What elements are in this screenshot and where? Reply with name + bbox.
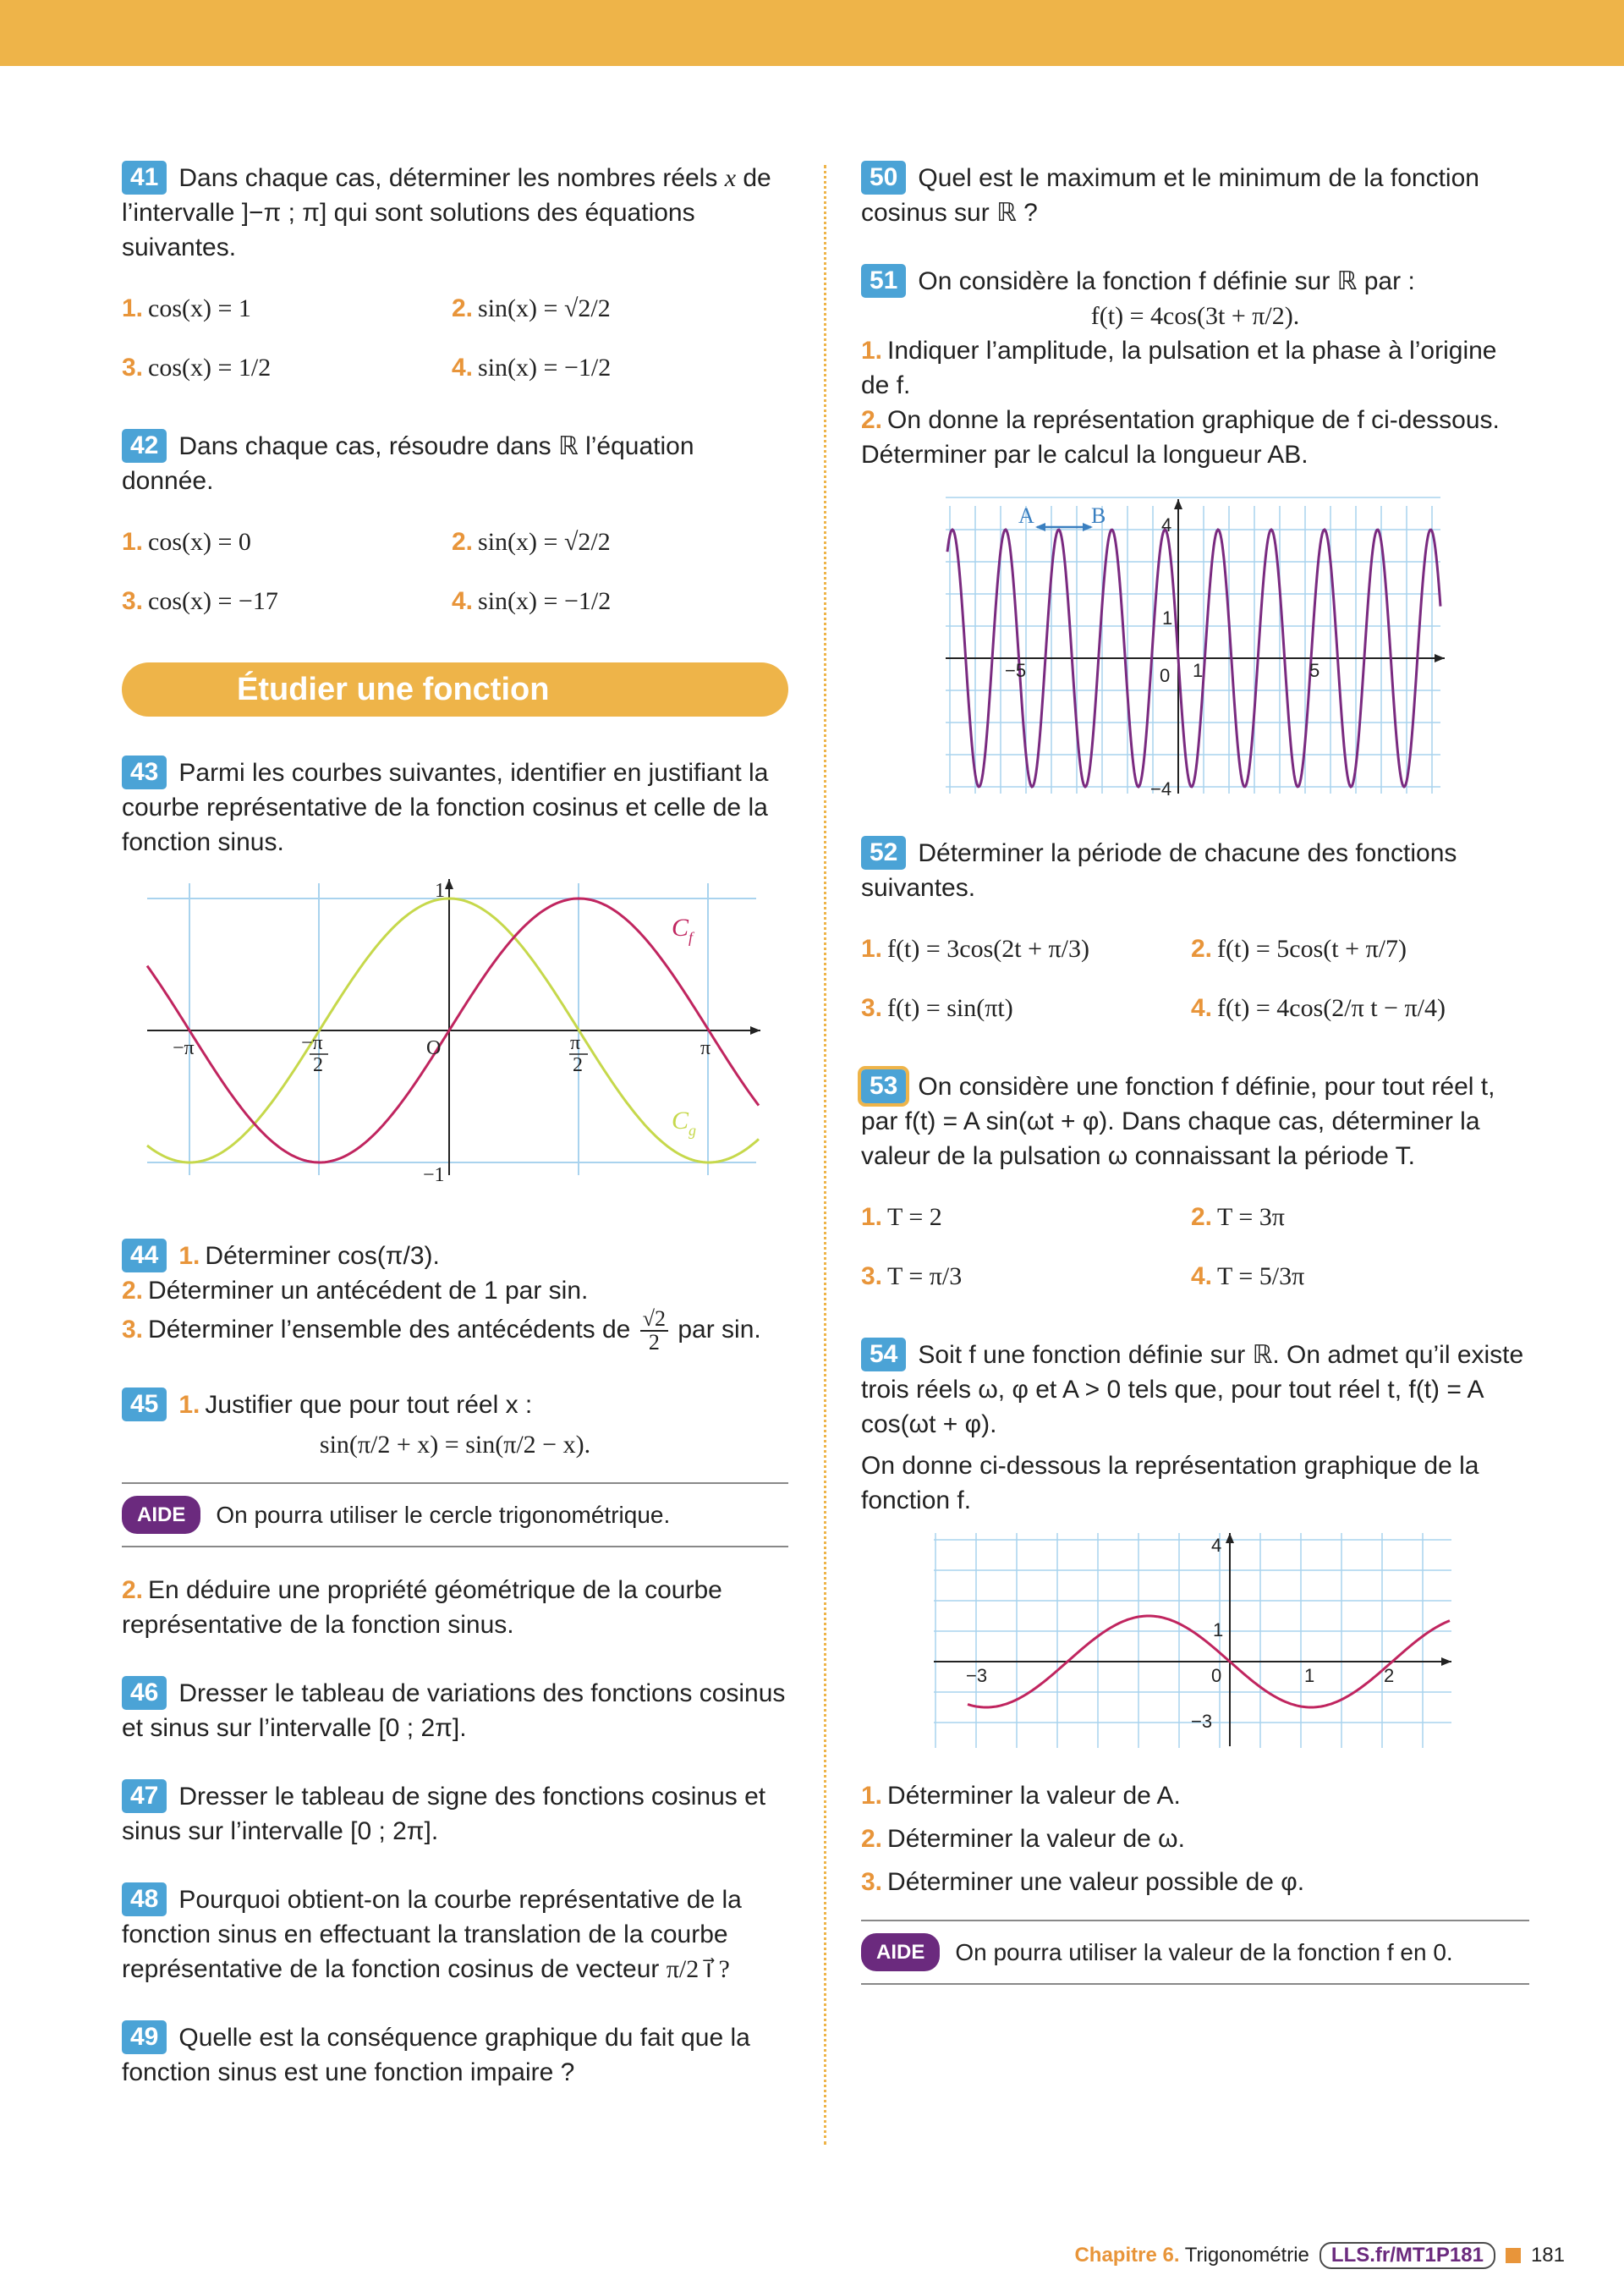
list-item bbox=[122, 574, 452, 629]
list-item bbox=[1191, 1190, 1521, 1245]
exercise-text: Dans chaque cas, résoudre dans ℝ l’équation donnée. bbox=[122, 432, 694, 495]
aide-badge: AIDE bbox=[122, 1496, 200, 1534]
exercise-text: Quel est le maximum et le minimum de la fonction cosinus sur ℝ ? bbox=[861, 164, 1479, 227]
item-number: 2. bbox=[861, 1825, 883, 1853]
question: Déterminer la valeur de A. bbox=[887, 1782, 1181, 1810]
exercise-46 bbox=[122, 1676, 788, 1745]
chapter-topic: Trigonométrie bbox=[1184, 2244, 1309, 2267]
tick-label: 1 bbox=[1193, 660, 1204, 681]
item-number: 1. bbox=[861, 935, 883, 963]
exercise-44 bbox=[122, 1239, 788, 1354]
exercise-number: 48 bbox=[122, 1882, 167, 1916]
list-item bbox=[452, 282, 782, 336]
exercise-number: 46 bbox=[122, 1676, 167, 1710]
equation: cos(x) = 1/2 bbox=[148, 354, 272, 382]
item-number: 3. bbox=[122, 354, 144, 382]
item-number: 4. bbox=[452, 587, 474, 615]
equation: f(t) = sin(πt) bbox=[887, 994, 1013, 1022]
page-footer bbox=[1074, 2242, 1565, 2269]
exercise-number: 41 bbox=[122, 161, 167, 195]
y-axis-arrow bbox=[1174, 499, 1182, 509]
equation: sin(x) = √2/2 bbox=[478, 528, 611, 556]
tick-label: −4 bbox=[1150, 778, 1172, 800]
exercise-text: Quelle est la conséquence graphique du fait que la fonction sinus est une fonction impaire ? bbox=[122, 2024, 750, 2086]
exercise-text: Pourquoi obtient-on la courbe représentative de la fonction sinus en effectuant la translation de la courbe représentative de la fonction cosinus de vecteur bbox=[122, 1886, 742, 1983]
tick-label: 2 bbox=[1384, 1665, 1395, 1686]
lls-link[interactable]: LLS.fr/MT1P181 bbox=[1320, 2242, 1495, 2269]
exercise-53 bbox=[861, 1069, 1529, 1304]
list-item bbox=[861, 1250, 1191, 1304]
list-item bbox=[861, 1190, 1191, 1245]
exercise-number: 54 bbox=[861, 1338, 906, 1371]
question: Déterminer la valeur de ω. bbox=[887, 1825, 1185, 1853]
question: par sin. bbox=[678, 1315, 761, 1344]
tick-label: 1 bbox=[1213, 1619, 1224, 1640]
item-number: 2. bbox=[122, 1277, 144, 1305]
list-item bbox=[122, 515, 452, 569]
question: Déterminer cos(π/3). bbox=[205, 1242, 440, 1270]
top-banner bbox=[0, 0, 1624, 66]
exercise-54 bbox=[861, 1338, 1529, 1518]
item-number: 2. bbox=[122, 1576, 144, 1604]
point-label-b: B bbox=[1091, 503, 1106, 528]
graph-ex51 bbox=[946, 489, 1453, 802]
item-number: 1. bbox=[861, 1203, 883, 1231]
tick-label: −5 bbox=[1005, 660, 1027, 681]
right-column bbox=[861, 161, 1529, 2010]
chapter-label: Chapitre 6. bbox=[1074, 2244, 1180, 2267]
x-axis-arrow bbox=[1435, 654, 1445, 662]
item-grid bbox=[861, 922, 1529, 1036]
list-item bbox=[1191, 922, 1521, 976]
list-item bbox=[122, 341, 452, 395]
equation: cos(x) = 1 bbox=[148, 294, 251, 322]
equation: f(t) = 4cos(2/π t − π/4) bbox=[1217, 994, 1446, 1022]
exercise-number: 52 bbox=[861, 836, 906, 870]
point-label-a: A bbox=[1018, 503, 1034, 528]
tick-label: 1 bbox=[1162, 607, 1173, 629]
equation: f(t) = 3cos(2t + π/3) bbox=[887, 935, 1089, 963]
exercise-48 bbox=[122, 1882, 788, 1987]
equation: T = 2 bbox=[887, 1203, 942, 1231]
exercise-text: de l’intervalle ]−π ; π] qui sont solutions des équations suivantes. bbox=[122, 164, 771, 261]
question: Déterminer l’ensemble des antécédents de bbox=[148, 1315, 631, 1344]
exercise-number: 44 bbox=[122, 1239, 167, 1272]
item-number: 1. bbox=[122, 528, 144, 556]
tick-label: −3 bbox=[1191, 1711, 1213, 1732]
exercise-47 bbox=[122, 1779, 788, 1849]
exercise-number: 45 bbox=[122, 1388, 167, 1421]
list-item bbox=[452, 574, 782, 629]
tick-label: 1 bbox=[435, 880, 445, 902]
exercise-number: 50 bbox=[861, 161, 906, 195]
x-axis-arrow bbox=[1441, 1657, 1451, 1666]
curve-label-cf: $C_f$ bbox=[672, 914, 694, 946]
exercise-number: 43 bbox=[122, 756, 167, 789]
aide-text: On pourra utiliser la valeur de la fonction f en 0. bbox=[955, 1939, 1453, 1965]
question: On donne la représentation graphique de f ci-dessous. Déterminer par le calcul la longueur AB. bbox=[861, 406, 1500, 469]
column-divider bbox=[824, 165, 826, 2145]
item-number: 3. bbox=[861, 1868, 883, 1896]
graph-ex54 bbox=[934, 1526, 1458, 1755]
list-item bbox=[861, 922, 1191, 976]
exercise-41 bbox=[122, 161, 788, 395]
equation: sin(x) = −1/2 bbox=[478, 354, 612, 382]
item-number: 4. bbox=[452, 354, 474, 382]
aide-box bbox=[861, 1920, 1529, 1985]
formula: f(t) = 4cos(3t + π/2). bbox=[1090, 302, 1300, 330]
equation: T = 5/3π bbox=[1217, 1262, 1305, 1290]
item-number: 3. bbox=[122, 587, 144, 615]
curve-label-cg: $C_g$ bbox=[672, 1107, 697, 1139]
sin-cos-graph bbox=[122, 875, 765, 1188]
item-number: 2. bbox=[1191, 1203, 1213, 1231]
equation: cos(x) = 0 bbox=[148, 528, 251, 556]
x-axis-arrow bbox=[750, 1026, 760, 1035]
list-item bbox=[1191, 981, 1521, 1036]
exercise-number: 51 bbox=[861, 264, 906, 298]
exercise-text: On considère une fonction f définie, pour tout réel t, par f(t) = A sin(ωt + φ). Dans chaque cas, déterminer la valeur de la pulsation ω connaissant la période T. bbox=[861, 1073, 1495, 1170]
item-number: 3. bbox=[861, 994, 883, 1022]
vector: π/2 i⃗ ? bbox=[666, 1955, 730, 1983]
origin-label: O bbox=[426, 1037, 442, 1059]
exercise-45 bbox=[122, 1388, 788, 1642]
exercise-text: Parmi les courbes suivantes, identifier en justifiant la courbe représentative de la fonction cosinus et celle de la fonction sinus. bbox=[122, 759, 769, 856]
question: Indiquer l’amplitude, la pulsation et la phase à l’origine de f. bbox=[861, 337, 1497, 399]
tick-label: 1 bbox=[1304, 1665, 1315, 1686]
list-item bbox=[122, 282, 452, 336]
item-number: 1. bbox=[178, 1242, 200, 1270]
exercise-text: On considère la fonction f définie sur ℝ par : bbox=[918, 267, 1415, 295]
left-column bbox=[122, 161, 788, 2124]
item-grid bbox=[122, 515, 788, 629]
y-axis-arrow bbox=[1226, 1533, 1234, 1543]
tick-label: 4 bbox=[1211, 1535, 1222, 1556]
exercise-text: Dresser le tableau de signe des fonctions cosinus et sinus sur l’intervalle [0 ; 2π]. bbox=[122, 1783, 766, 1845]
fraction: $\frac{√2}{2}$ bbox=[640, 1308, 668, 1354]
equation: T = π/3 bbox=[887, 1262, 963, 1290]
exercise-text: Dans chaque cas, déterminer les nombres réels bbox=[178, 164, 725, 192]
item-number: 3. bbox=[122, 1315, 144, 1344]
item-grid bbox=[861, 1190, 1529, 1304]
tick-label: −π bbox=[173, 1037, 195, 1059]
list-item bbox=[1191, 1250, 1521, 1304]
item-number: 1. bbox=[861, 1782, 883, 1810]
list-item bbox=[452, 341, 782, 395]
list-item bbox=[861, 981, 1191, 1036]
tick-label: 2 bbox=[573, 1054, 583, 1076]
item-number: 2. bbox=[452, 528, 474, 556]
exercise-50 bbox=[861, 161, 1529, 230]
item-number: 2. bbox=[1191, 935, 1213, 963]
item-grid bbox=[122, 282, 788, 395]
exercise-number: 47 bbox=[122, 1779, 167, 1813]
question: Déterminer un antécédent de 1 par sin. bbox=[148, 1277, 589, 1305]
equation: sin(x) = −1/2 bbox=[478, 587, 612, 615]
variable: x bbox=[724, 164, 737, 192]
section-title: Étudier une fonction trigonométrique bbox=[122, 662, 788, 717]
equation: f(t) = 5cos(t + π/7) bbox=[1217, 935, 1407, 963]
tick-label: 0 bbox=[1160, 665, 1171, 686]
item-number: 2. bbox=[861, 406, 883, 434]
y-axis-arrow bbox=[445, 879, 453, 889]
exercise-text: Déterminer la période de chacune des fonctions suivantes. bbox=[861, 839, 1457, 902]
tick-label: 0 bbox=[1211, 1665, 1222, 1686]
equation: T = 3π bbox=[1217, 1203, 1285, 1231]
tick-label: −π bbox=[301, 1032, 323, 1054]
exercise-number: 42 bbox=[122, 429, 167, 463]
question: Déterminer une valeur possible de φ. bbox=[887, 1868, 1305, 1896]
item-number: 4. bbox=[1191, 1262, 1213, 1290]
item-number: 2. bbox=[452, 294, 474, 322]
exercise-51 bbox=[861, 264, 1529, 472]
item-number: 1. bbox=[861, 337, 883, 365]
exercise-number: 53 bbox=[861, 1069, 906, 1103]
exercise-52 bbox=[861, 836, 1529, 1036]
tick-label: 5 bbox=[1309, 660, 1320, 681]
footer-square-icon bbox=[1506, 2248, 1521, 2263]
tick-label: 2 bbox=[313, 1054, 323, 1076]
exercise-42 bbox=[122, 429, 788, 629]
question: En déduire une propriété géométrique de la courbe représentative de la fonction sinus. bbox=[122, 1576, 722, 1639]
exercise-number: 49 bbox=[122, 2020, 167, 2054]
aide-badge: AIDE bbox=[861, 1933, 940, 1971]
item-number: 1. bbox=[122, 294, 144, 322]
tick-label: 4 bbox=[1161, 514, 1172, 536]
tick-label: −3 bbox=[966, 1665, 988, 1686]
formula: sin(π/2 + x) = sin(π/2 − x). bbox=[319, 1431, 591, 1459]
aide-text: On pourra utiliser le cercle trigonométrique. bbox=[216, 1502, 671, 1528]
exercise-49 bbox=[122, 2020, 788, 2090]
page-number: 181 bbox=[1530, 2244, 1565, 2267]
equation: sin(x) = √2/2 bbox=[478, 294, 611, 322]
exercise-text: Soit f une fonction définie sur ℝ. On admet qu’il existe trois réels ω, φ et A > 0 tels que, pour tout réel t, f(t) = A cos(ωt + φ). bbox=[861, 1341, 1524, 1438]
exercise-text: On donne ci-dessous la représentation graphique de la fonction f. bbox=[861, 1452, 1479, 1514]
tick-label: −1 bbox=[423, 1164, 445, 1186]
equation: cos(x) = −17 bbox=[148, 587, 278, 615]
aide-box bbox=[122, 1482, 788, 1547]
tick-label: π bbox=[570, 1032, 581, 1054]
exercise-54-questions bbox=[861, 1778, 1529, 1985]
item-number: 3. bbox=[861, 1262, 883, 1290]
question: Justifier que pour tout réel x : bbox=[205, 1391, 533, 1419]
list-item bbox=[452, 515, 782, 569]
item-number: 1. bbox=[178, 1391, 200, 1419]
exercise-43 bbox=[122, 756, 788, 860]
exercise-text: Dresser le tableau de variations des fonctions cosinus et sinus sur l’intervalle [0 ; 2π]. bbox=[122, 1679, 786, 1742]
item-number: 4. bbox=[1191, 994, 1213, 1022]
tick-label: π bbox=[700, 1037, 711, 1059]
